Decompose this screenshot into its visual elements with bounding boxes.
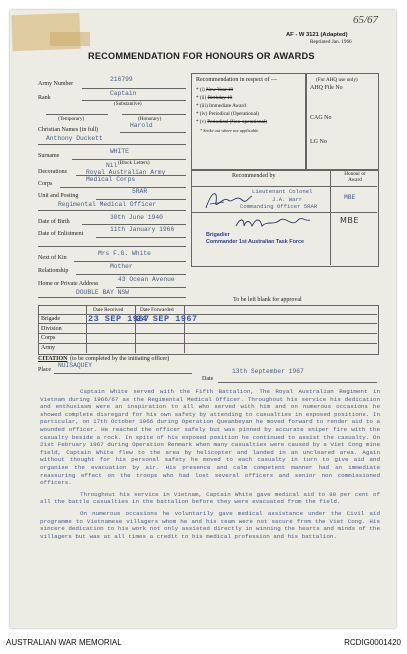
- value-rank: Captain: [110, 90, 137, 97]
- signature-commanding-officer: [202, 188, 254, 214]
- label-next-of-kin: Next of Kin: [38, 255, 67, 261]
- label-date: Date: [202, 376, 214, 382]
- label-unit-posting: Unit and Posting: [38, 193, 79, 199]
- form-title: RECOMMENDATION FOR HONOURS OR AWARDS: [88, 51, 315, 61]
- label-block-letters: (Block Letters): [118, 160, 150, 166]
- value-address-1: 43 Ocean Avenue: [118, 276, 175, 283]
- label-decorations: Decorations: [38, 169, 67, 175]
- stamp-date-forwarded: 24 SEP 1967: [136, 314, 198, 324]
- value-decorations: Nil: [106, 162, 118, 169]
- ahq-use-only: (For AHQ use only): [316, 77, 358, 83]
- label-corps: Corps: [38, 181, 53, 187]
- footer-record-id: RCDIG0001420: [344, 638, 401, 647]
- option-2: * (ii) Birthday 19: [196, 95, 233, 101]
- label-honorary: (Honorary): [138, 116, 162, 122]
- citation-note: (to be completed by the initiating officer): [70, 356, 170, 362]
- recommender-1-title-2: J.A. Warr: [272, 196, 303, 203]
- honour-award-header: Honour or Award: [344, 171, 366, 183]
- form-reprint-note: Reprinted Jan. 1966: [310, 39, 352, 45]
- recommender-1-award: MBE: [344, 194, 356, 201]
- adhesive-tape-stain-secondary: [50, 32, 90, 46]
- label-rank: Rank: [38, 95, 51, 101]
- row-army: Army: [41, 345, 55, 351]
- label-christian-names: Christian Names (in full): [38, 127, 99, 133]
- footer-archive-name: AUSTRALIAN WAR MEMORIAL: [6, 638, 122, 647]
- archive-footer: [0, 632, 407, 654]
- citation-paragraph: On numerous occasions he voluntarily gave medical assistance under the Civil aid programme to Vietnamese villagers whom he and his team were not secure from the Viet Cong. His sincere dedication to his work not only assisted directly in winning the hearts and minds of the villagers but was at all times a credit to his medical profession and his battalion.: [40, 509, 380, 540]
- label-substantive: (Substantive): [114, 101, 142, 107]
- label-home-address: Home or Private Address: [38, 281, 99, 287]
- row-division: Division: [41, 326, 62, 332]
- recommender-2-award: MBE: [340, 216, 359, 225]
- label-relationship: Relationship: [38, 268, 69, 274]
- value-date-of-enlistment: 11th January 1966: [110, 226, 175, 233]
- row-corps: Corps: [41, 335, 56, 341]
- value-place: NUISAQUEY: [58, 362, 93, 369]
- cag-no: CAG No: [310, 115, 332, 121]
- recommender-1-title-3: Commanding Officer 5RAR: [240, 203, 318, 210]
- lg-no: LG No: [310, 139, 327, 145]
- label-surname: Surname: [38, 153, 60, 159]
- value-next-of-kin: Mrs F.G. White: [98, 250, 151, 257]
- value-corps-2: Medical Corps: [86, 176, 136, 183]
- strike-note: * Strike out where not applicable.: [200, 128, 260, 133]
- page-number: 65/67: [353, 14, 379, 26]
- stamp-date-received: 23 SEP 1967: [88, 314, 150, 324]
- option-3: * (iii) Immediate Award: [196, 103, 246, 109]
- label-date-of-birth: Date of Birth: [38, 219, 70, 225]
- value-christian-names-1: Harold: [130, 122, 153, 129]
- approval-table: [38, 305, 379, 355]
- label-date-of-enlistment: Date of Enlistment: [38, 231, 84, 237]
- value-date-of-birth: 30th June 1940: [110, 214, 163, 221]
- citation-paragraph: Captain White served with the Fifth Battalion, The Royal Australian Regiment in Vietnam during 1966/67 as the Regimental Medical Officer. Throughout his service his dedication and enthusiasm were an inspiration to all who served with him and on numerous occasions he showed complete disregard for his own safety by attending to casualties in exposed positions. In particular, on 17th October 1966 during Operation Queanbeyan he moved forward to render aid to a wounded officer. He reached the officer safely but was pinned by accurate sniper fire with the casualty beside a rock. In spite of his exposed position he continued to assist the casualty. On 21st February 1967 during Operation Renmark when many casualties were caused by a Viet Cong mine field, Captain White flew to the area by helicopter and landed in an uncleared area. Again without thought for his personal safety he moved to each casualty in turn to give aid and organise the evacuation by air. His presence and calm competent manner had an immediate reassuring effect on the troops who had lost several officers and senior non commissioned officers.: [40, 388, 380, 487]
- recommended-by-header: Recommended by: [232, 173, 276, 179]
- label-place: Place: [38, 367, 51, 373]
- ahq-file-no: AHQ File No: [310, 85, 343, 91]
- citation-paragraph: Throughout his service in Vietnam, Captain White gave medical aid to 80 per cent of all the battle casualties in the battalion before they were evacuated from the field.: [40, 490, 380, 506]
- value-army-number: 216799: [110, 76, 133, 83]
- label-temporary: (Temporary): [58, 116, 85, 122]
- recommender-1-title-1: Lieutenant Colonel: [252, 188, 313, 195]
- left-blank-note: To be left blank for approval: [233, 297, 302, 303]
- document-page: [10, 10, 396, 628]
- recommender-2-title-1: Brigadier: [206, 232, 230, 238]
- value-surname: WHITE: [110, 148, 129, 155]
- form-number: AF - W 3121 (Adapted): [286, 32, 348, 38]
- value-address-2: DOUBLE BAY NSW: [76, 289, 129, 296]
- value-christian-names-2: Anthony Duckett: [46, 135, 103, 142]
- signature-brigadier: [234, 214, 312, 232]
- recommendation-header: Recommendation in respect of —: [196, 77, 277, 83]
- value-date: 13th September 1967: [232, 368, 304, 375]
- value-relationship: Mother: [110, 263, 133, 270]
- recommender-2-title-2: Commander 1st Australian Task Force: [206, 239, 304, 245]
- value-unit: 5RAR: [132, 188, 148, 195]
- option-1: * (i) New Year 19: [196, 87, 234, 93]
- option-5: * (v) Periodical (Non-operational): [196, 119, 268, 125]
- header-date-received: Date Received: [93, 307, 124, 313]
- header-date-forwarded: Date Forwarded: [140, 307, 174, 313]
- label-army-number: Army Number: [38, 81, 74, 87]
- citation-text: [40, 388, 380, 544]
- value-posting: Regimental Medical Officer: [58, 201, 157, 208]
- citation-label: CITATION: [38, 356, 68, 362]
- value-corps-1: Royal Australian Army: [86, 169, 166, 176]
- option-4: * (iv) Periodical (Operational): [196, 111, 259, 117]
- row-brigade: Brigade: [41, 316, 60, 322]
